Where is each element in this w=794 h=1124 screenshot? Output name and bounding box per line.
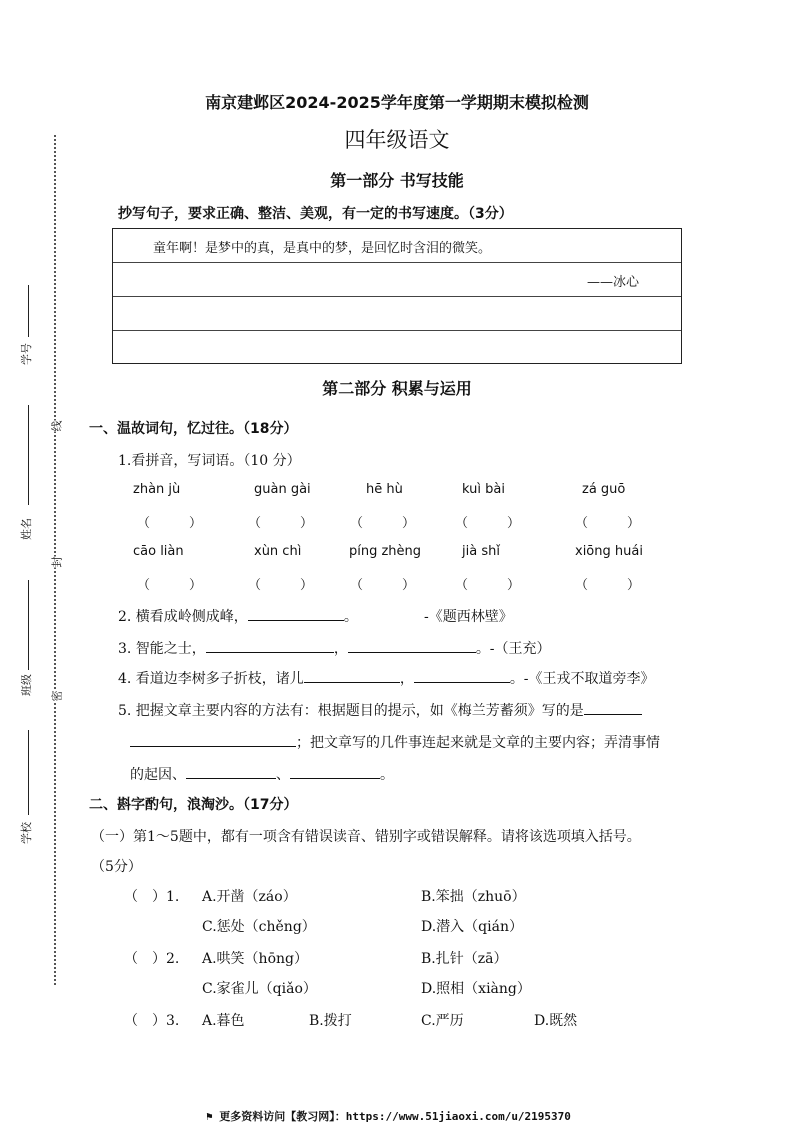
section2-sub1: （一）第1～5题中，都有一项含有错误读音、错别字或错误解释。请将该选项填入括号。 (91, 829, 641, 845)
exam-subtitle: 四年级语文 (344, 128, 450, 152)
pinyin-item: xiōng huái (575, 544, 643, 559)
mc-option-d: D.照相（xiàng） (421, 981, 531, 997)
q4-blank-2[interactable] (414, 668, 510, 683)
school-line (28, 730, 29, 815)
name-line (28, 405, 29, 505)
answer-parens[interactable]: （ ） (455, 578, 521, 593)
q2-blank[interactable] (248, 606, 344, 621)
footer-text: 更多资料访问【教习网】：https://www.51jiaoxi.com/u/2195370 (219, 1110, 571, 1123)
mc-option-d: D.潜入（qián） (421, 919, 523, 935)
copy-row-author (113, 263, 681, 297)
q5-line2 (130, 732, 660, 752)
q2-source: -《题西林壁》 (424, 609, 513, 625)
copy-row-blank-1[interactable] (113, 297, 681, 331)
pinyin-item: xùn chì (254, 544, 302, 559)
answer-parens[interactable]: （ ） (137, 516, 203, 531)
answer-parens[interactable]: （ ） (350, 578, 416, 593)
q3-blank-2[interactable] (348, 638, 476, 653)
mc-option-d: D.既然 (534, 1013, 578, 1029)
answer-parens[interactable]: （ ） (248, 516, 314, 531)
copy-box (112, 228, 682, 364)
copy-row-sentence (113, 229, 681, 263)
mc-option-c: C.严历 (421, 1013, 464, 1029)
q2-end: 。 (343, 609, 358, 625)
q3-blank-1[interactable] (206, 638, 334, 653)
student-id-line (28, 285, 29, 337)
q5-blank-3[interactable] (290, 764, 380, 779)
q3-text: 3. 智能之士， (118, 641, 206, 657)
q5-line3 (130, 764, 394, 784)
q5-line1 (118, 700, 642, 720)
q4-text: 4. 看道边李树多子折枝，诸儿 (118, 671, 304, 687)
mc-option-b: B.拨打 (309, 1013, 352, 1029)
mc-item-number[interactable]: （ ）1. (124, 889, 180, 905)
q2 (118, 606, 358, 626)
mc-option-c: C.家雀儿（qiǎo） (202, 981, 317, 997)
seal-char-seal: 封 (50, 556, 64, 568)
q4-end: 。-《王戎不取道旁李》 (509, 671, 655, 687)
mc-option-a: A.开凿（záo） (202, 889, 297, 905)
q4-blank-1[interactable] (304, 668, 400, 683)
mc-option-b: B.笨拙（zhuō） (421, 889, 526, 905)
seal-char-line: 线 (50, 420, 64, 432)
part2-heading: 第二部分 积累与运用 (322, 379, 472, 398)
q4-sep: ， (399, 671, 414, 687)
pinyin-item: zhàn jù (133, 482, 181, 497)
answer-parens[interactable]: （ ） (350, 516, 416, 531)
q3-sep: ， (333, 641, 348, 657)
q5-text-e: 。 (380, 767, 394, 783)
seal-char-secret: 密 (50, 690, 64, 702)
part1-heading: 第一部分 书写技能 (330, 171, 464, 190)
mc-option-b: B.扎针（zā） (421, 951, 508, 967)
class-line (28, 580, 29, 670)
pinyin-item: kuì bài (462, 482, 505, 497)
section2-heading: 二、斟字酌句，浪淘沙。（17分） (89, 797, 298, 813)
pinyin-item: píng zhèng (349, 544, 422, 559)
section2-sub1-score: （5分） (91, 859, 142, 875)
section1-heading: 一、温故词句，忆过往。（18分） (89, 421, 298, 437)
q5-text-d: 、 (276, 767, 290, 783)
copy-row-blank-2[interactable] (113, 331, 681, 364)
mc-option-c: C.惩处（chěng） (202, 919, 316, 935)
answer-parens[interactable]: （ ） (248, 578, 314, 593)
flag-icon: ⚑ (206, 1110, 213, 1123)
q5-text-a: 5. 把握文章主要内容的方法有：根据题目的提示，如《梅兰芳蓄须》写的是 (118, 703, 584, 719)
pinyin-item: zá guō (582, 482, 626, 497)
q5-blank-1b[interactable] (130, 732, 296, 747)
exam-title: 南京建邺区2024-2025学年度第一学期期末模拟检测 (205, 93, 589, 112)
pinyin-item: jià shǐ (462, 544, 500, 559)
q3 (118, 638, 551, 658)
answer-parens[interactable]: （ ） (455, 516, 521, 531)
mc-item-number[interactable]: （ ）2. (124, 951, 180, 967)
q5-blank-2[interactable] (186, 764, 276, 779)
answer-parens[interactable]: （ ） (575, 516, 641, 531)
footer-link[interactable] (206, 1108, 571, 1124)
answer-parens[interactable]: （ ） (137, 578, 203, 593)
pinyin-item: guàn gài (254, 482, 311, 497)
q1-label: 1.看拼音，写词语。（10 分） (118, 453, 301, 469)
mc-option-a: A.哄笑（hōng） (202, 951, 308, 967)
q2-text: 2. 横看成岭侧成峰， (118, 609, 248, 625)
q4 (118, 668, 655, 688)
q5-text-c: 的起因、 (130, 767, 186, 783)
q3-end: 。-（王充） (475, 641, 551, 657)
copy-sentence: 童年啊！是梦中的真，是真中的梦，是回忆时含泪的微笑。 (153, 241, 492, 256)
q5-blank-1a[interactable] (584, 700, 642, 715)
mc-option-a: A.暮色 (202, 1013, 245, 1029)
answer-parens[interactable]: （ ） (575, 578, 641, 593)
pinyin-item: cāo liàn (133, 544, 184, 559)
part1-instruction: 抄写句子，要求正确、整洁、美观，有一定的书写速度。（3分） (118, 206, 513, 222)
q5-text-b: ；把文章写的几件事连起来就是文章的主要内容；弄清事情 (296, 735, 660, 751)
mc-item-number[interactable]: （ ）3. (124, 1013, 180, 1029)
pinyin-item: hē hù (366, 482, 403, 497)
copy-author: ——冰心 (587, 275, 640, 290)
